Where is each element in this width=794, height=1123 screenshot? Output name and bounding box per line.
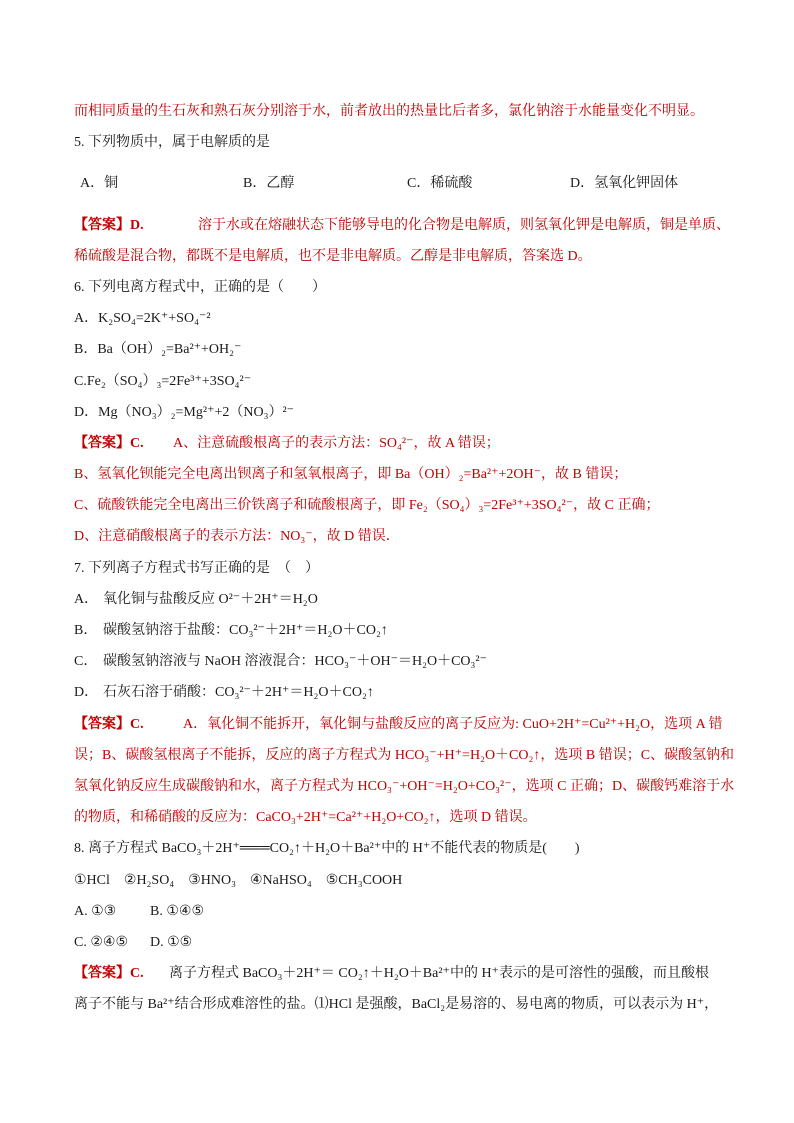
q7-stem: 7. 下列离子方程式书写正确的是 （ ） <box>74 560 319 576</box>
q8-stem: 8. 离子方程式 BaCO₃＋2H⁺═══CO₂↑＋H₂O＋Ba²⁺中的 H⁺不能代表的物质是( ) <box>74 841 580 857</box>
q7-answer-label: 【答案】C. <box>74 716 144 732</box>
q7-explanation-line-1: A．氧化铜不能拆开，氧化铜与盐酸反应的离子反应为: CuO+2H⁺=Cu²⁺+H₂O，选项 A 错 <box>183 716 723 732</box>
q7-option-d-text: 石灰石溶于硝酸：CO₃²⁻＋2H⁺＝H₂O＋CO₂↑ <box>103 685 374 701</box>
q6-explanation-line-1: A、注意硫酸根离子的表示方法：SO₄²⁻，故 A 错误； <box>173 435 500 451</box>
q8-answer <box>74 958 734 989</box>
q5-option-d: D．氢氧化钾固体 <box>570 176 679 192</box>
q6-option-a: A．K₂SO₄=2K⁺+SO₄⁻² <box>74 311 211 327</box>
q7-option-c <box>74 646 734 677</box>
q7-answer <box>74 709 734 740</box>
q4-explanation-continuation: 而相同质量的生石灰和熟石灰分别溶于水，前者放出的热量比后者多，氯化钠溶于水能量变化不明显。 <box>74 104 704 119</box>
q5-answer <box>74 210 734 241</box>
q7-option-b-text: 碳酸氢钠溶于盐酸：CO₃²⁻＋2H⁺＝H₂O＋CO₂↑ <box>103 623 388 638</box>
q8-options-row-2 <box>74 927 734 958</box>
q7-option-a <box>74 584 734 615</box>
q5-options <box>74 168 734 199</box>
q8-option-b: B. ①④⑤ <box>150 903 204 919</box>
q5-explanation-line-2: 稀硫酸是混合物，都既不是电解质，也不是非电解质。乙醇是非电解质，答案选 D。 <box>74 248 592 264</box>
q7-option-d <box>74 677 734 708</box>
q8-answer-label: 【答案】C. <box>74 966 144 982</box>
q8-substances: ①HCl ②H₂SO₄ ③HNO₃ ④NaHSO₄ ⑤CH₃COOH <box>74 872 403 888</box>
q7-option-b-label: B． <box>74 623 98 638</box>
q8-option-d: D. ①⑤ <box>150 934 193 950</box>
q8-explanation-line-1: 离子方程式 BaCO₃＋2H⁺＝ CO₂↑＋H₂O＋Ba²⁺中的 H⁺表示的是可溶性的强酸，而且酸根 <box>169 966 709 982</box>
q5-answer-label: 【答案】D. <box>74 217 144 233</box>
q7-explanation-line-3: 氢氧化钠反应生成碳酸钠和水，离子方程式为 HCO₃⁻+OH⁻=H₂O+CO₃²⁻，选项 C 正确；D、碳酸钙难溶于水 <box>74 778 735 794</box>
q6-stem: 6. 下列电离方程式中，正确的是（ ） <box>74 279 326 295</box>
q5-option-a: A．铜 <box>80 176 119 192</box>
q7-explanation-line-2: 误；B、碳酸氢根离子不能拆，反应的离子方程式为 HCO₃⁻+H⁺=H₂O＋CO₂↑，选项 B 错误；C、碳酸氢钠和 <box>74 747 735 763</box>
q5-option-c: C．稀硫酸 <box>407 176 473 192</box>
q5-option-b: B．乙醇 <box>243 176 295 192</box>
q7-explanation-line-4: 的物质，和稀硝酸的反应为：CaCO₃+2H⁺=Ca²⁺+H₂O+CO₂↑，选项 D 错误。 <box>74 810 537 826</box>
q7-option-c-label: C． <box>74 654 98 670</box>
q6-option-b: B．Ba（OH）₂=Ba²⁺+OH₂⁻ <box>74 342 242 358</box>
q5-explanation-line-1: 溶于水或在熔融状态下能够导电的化合物是电解质，则氢氧化钾是电解质，铜是单质、 <box>198 217 730 233</box>
q7-option-a-label: A． <box>74 591 99 607</box>
q6-explanation-line-3: C、硫酸铁能完全电离出三价铁离子和硫酸根离子，即 Fe₂（SO₄）₃=2Fe³⁺+3SO₄²⁻，故 C 正确； <box>74 498 660 514</box>
q8-options-row-1 <box>74 896 734 927</box>
q7-option-d-label: D． <box>74 685 99 701</box>
q5-stem: 5. 下列物质中，属于电解质的是 <box>74 135 270 151</box>
q6-answer <box>74 428 734 459</box>
q6-option-c: C.Fe₂（SO₄）₃=2Fe³⁺+3SO₄²⁻ <box>74 373 252 389</box>
q8-option-c: C. ②④⑤ <box>74 934 128 950</box>
q6-explanation-line-2: B、氢氧化钡能完全电离出钡离子和氢氧根离子，即 Ba（OH）₂=Ba²⁺+2OH⁻，故 B 错误； <box>74 467 628 483</box>
q6-answer-label: 【答案】C. <box>74 435 144 451</box>
q7-option-b <box>74 615 734 646</box>
q6-option-d: D．Mg（NO₃）₂=Mg²⁺+2（NO₃）²⁻ <box>74 404 295 420</box>
q8-option-a: A. ①③ <box>74 903 117 919</box>
q7-option-a-text: 氧化铜与盐酸反应 O²⁻＋2H⁺＝H₂O <box>103 591 318 607</box>
q7-option-c-text: 碳酸氢钠溶液与 NaOH 溶液混合：HCO₃⁻＋OH⁻＝H₂O＋CO₃²⁻ <box>103 654 488 670</box>
q6-explanation-line-4: D、注意硝酸根离子的表示方法：NO₃⁻，故 D 错误． <box>74 529 400 545</box>
q8-explanation-line-2: 离子不能与 Ba²⁺结合形成难溶性的盐。⑴HCl 是强酸，BaCl₂是易溶的、易电离的物质，可以表示为 H⁺， <box>74 997 719 1013</box>
